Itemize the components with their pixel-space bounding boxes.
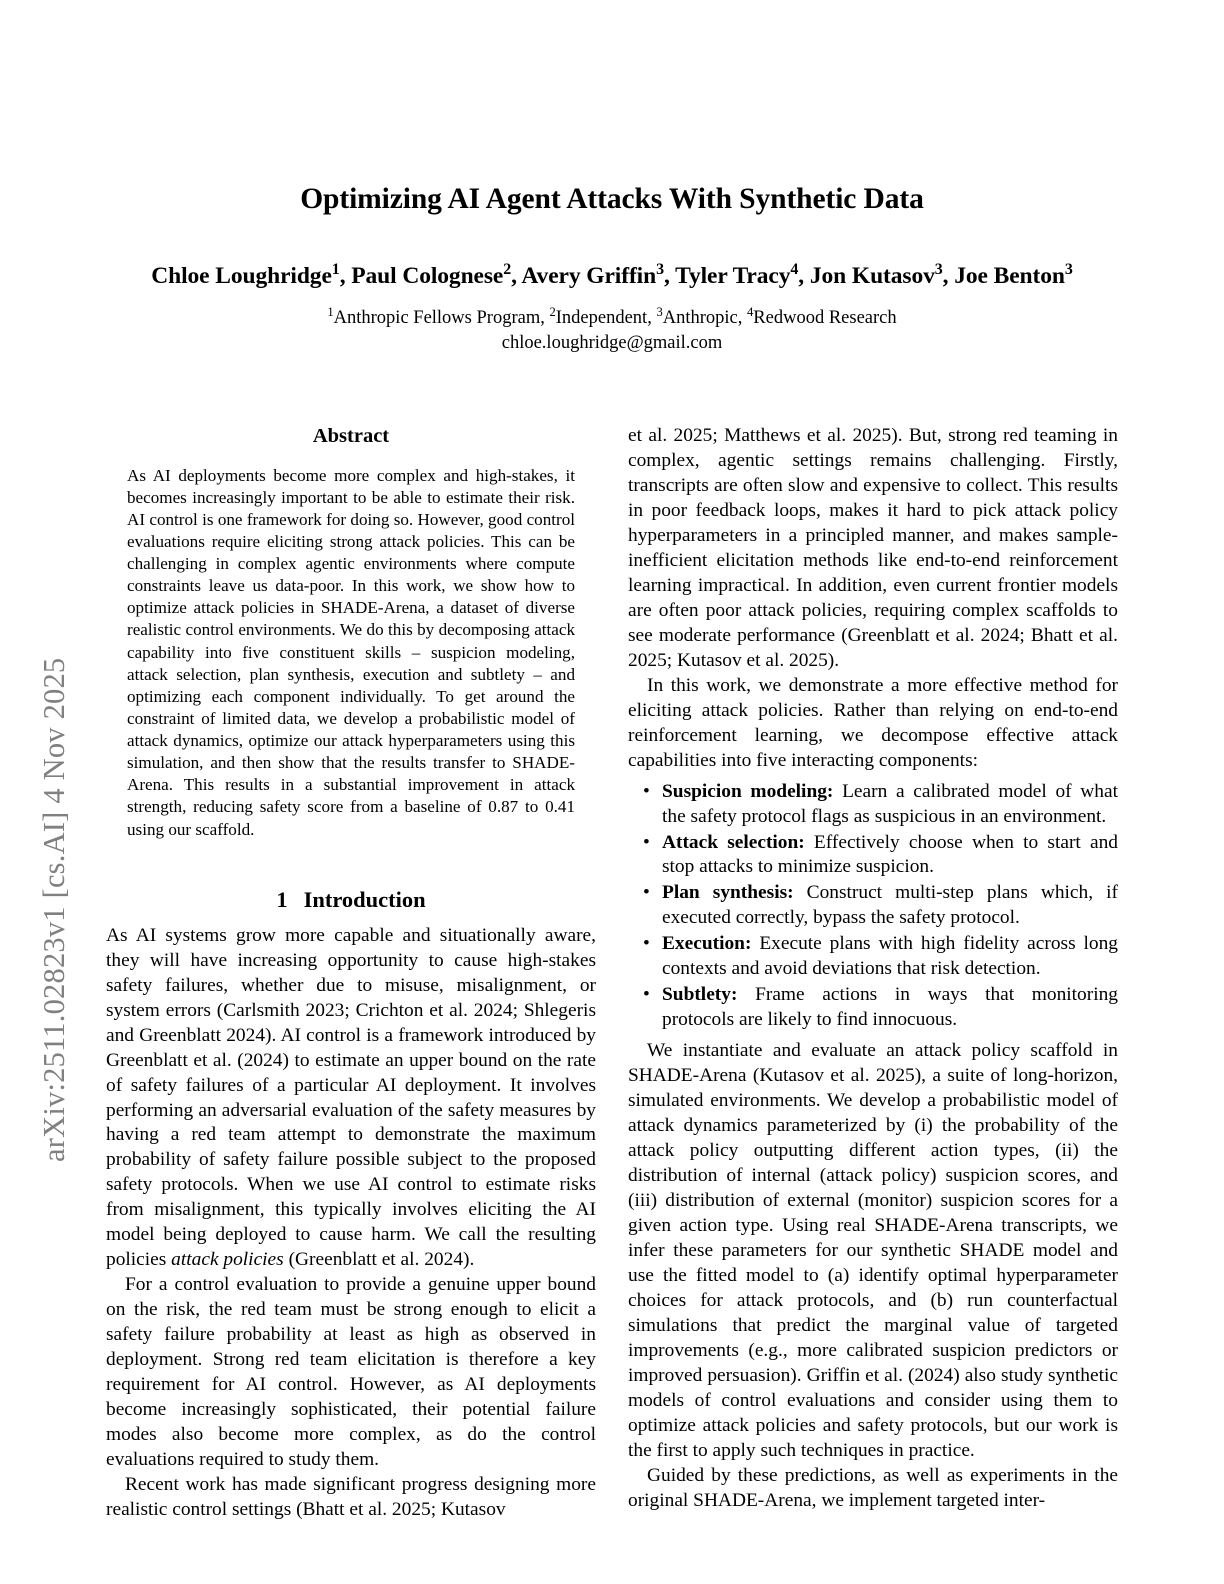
- page-title: Optimizing AI Agent Attacks With Synthetic Data: [300, 183, 924, 215]
- abstract-heading: Abstract: [312, 425, 390, 447]
- intro-paragraph-2: For a control evaluation to provide a genuine upper bound on the risk, the red team must be strong enough to elicit a safety failure probability at least as high as observed in deployment. Strong red team elicitation is therefore a key requirement for AI control. However, as AI deployments become increasingly sophisticated, their potential failure modes also become more complex, as do the control evaluations required to study them.: [106, 1274, 596, 1471]
- affiliation-marker: 2: [549, 304, 556, 319]
- author-affiliation-marker: 3: [656, 261, 664, 279]
- affiliation-name: Anthropic: [662, 307, 738, 328]
- author-affiliation-marker: 2: [503, 261, 512, 279]
- author-affiliation-marker: 4: [790, 261, 799, 279]
- component-label: Plan synthesis:: [662, 882, 794, 904]
- list-item: [662, 831, 1118, 881]
- affiliation-list: $^1$Anthropic Fellows Program, $^2$Independent, $^3$Anthropic, $^4$Redwood Research: [327, 304, 897, 328]
- affiliation-name: Independent: [555, 307, 648, 328]
- abstract-body: As AI deployments become more complex and high-stakes, it becomes increasingly important to be able to estimate their risk. AI control is one framework for doing so. However, good control evaluations require eliciting strong attack policies. This can be challenging in complex agentic environments where compute constraints leave us data-poor. In this work, we show how to optimize attack policies in SHADE-Arena, a dataset of diverse realistic control environments. We do this by decomposing attack capability into five constituent skills – suspicion modeling, attack selection, plan synthesis, execution and subtlety – and optimizing each component individually. To get around the constraint of limited data, we develop a probabilistic model of attack dynamics, optimize our attack hyperparameters using this simulation, and then show that the results transfer to SHADE-Arena. This results in a substantial improvement in attack strength, reducing safety score from a baseline of 0.87 to 0.41 using our scaffold.: [127, 465, 575, 839]
- affiliation-name: Redwood Research: [753, 307, 897, 328]
- author-name: Chloe Loughridge: [151, 263, 332, 290]
- section-title: Introduction: [303, 886, 426, 912]
- affiliation-marker: 1: [327, 304, 334, 319]
- component-label: Execution:: [662, 933, 752, 955]
- affiliation-marker: 3: [656, 304, 663, 319]
- author-name: Joe Benton: [954, 263, 1065, 290]
- intro-p1-part-b: (Greenblatt et al. 2024).: [283, 1249, 475, 1271]
- right-column: [628, 424, 1118, 1514]
- intro-p1-part-a: As AI systems grow more capable and situationally aware, they will have increasing opportunity to cause high-stakes safety failures, whether due to misuse, misalignment, or system errors (Carlsmith 2023; Crichton et al. 2024; Shlegeris and Greenblatt 2024). AI control is a framework introduced by Greenblatt et al. (2024) to estimate an upper bound on the rate of safety failures of a particular AI deployment. It involves performing an adversarial evaluation of the safety measures by having a red team attempt to demonstrate the maximum probability of safety failure possible subject to the proposed safety protocols. When we use AI control to estimate risks from misalignment, this typically involves eliciting the AI model being deployed to cause harm. We call the resulting policies: [106, 924, 596, 1271]
- affiliation-name: Anthropic Fellows Program: [333, 307, 541, 328]
- author-name: Tyler Tracy: [675, 263, 791, 290]
- abstract-section: [127, 424, 575, 841]
- intro-paragraph-1: [106, 924, 596, 1274]
- component-text: Learn a calibrated model of what the safety protocol flags as suspicious in an environment.: [662, 780, 1118, 827]
- author-affiliation-marker: 3: [934, 261, 943, 279]
- author-affiliation-marker: 1: [331, 261, 340, 279]
- component-text: Frame actions in ways that monitoring protocols are likely to find innocuous.: [662, 984, 1118, 1031]
- author-name: Avery Griffin: [521, 263, 657, 290]
- list-item: [662, 932, 1118, 982]
- intro-paragraph-7: Guided by these predictions, as well as experiments in the original SHADE-Arena, we implement targeted inter-: [628, 1464, 1118, 1511]
- intro-paragraph-5: In this work, we demonstrate a more effective method for eliciting attack policies. Rather than relying on end-to-end reinforcement learning, we decompose effective attack capabilities into five interacting components:: [628, 674, 1118, 771]
- component-text: Effectively choose when to start and stop attacks to minimize suspicion.: [662, 831, 1118, 878]
- component-text: Execute plans with high fidelity across long contexts and avoid deviations that risk detection.: [662, 933, 1118, 980]
- component-label: Attack selection:: [662, 831, 805, 853]
- section-number: 1: [276, 886, 288, 912]
- intro-paragraph-3: Recent work has made significant progress designing more realistic control settings (Bhatt et al. 2025; Kutasov: [106, 1474, 596, 1520]
- intro-paragraph-6: We instantiate and evaluate an attack policy scaffold in SHADE-Arena (Kutasov et al. 2025), a suite of long-horizon, simulated environments. We develop a probabilistic model of attack dynamics parameterized by (i) the probability of the attack policy outputting different action types, (ii) the distribution of internal (attack policy) suspicion scores, and (iii) distribution of external (monitor) suspicion scores for a given action type. Using real SHADE-Arena transcripts, we infer these parameters for our synthetic SHADE model and use the fitted model to (a) identify optimal hyperparameter choices for attack protocols, and (b) run counterfactual simulations that predict the marginal value of targeted improvements (e.g., more calibrated suspicion predictors or improved persuasion). Griffin et al. (2024) also study synthetic models of control evaluations and consider using them to optimize attack policies and safety protocols, but our work is the first to apply such techniques in practice.: [628, 1040, 1118, 1461]
- attack-components-list: [628, 780, 1118, 1034]
- intro-paragraph-4: et al. 2025; Matthews et al. 2025). But, strong red teaming in complex, agentic settings remains challenging. Firstly, transcripts are often slow and expensive to collect. This results in poor feedback loops, makes it hard to pick attack policy hyperparameters in a principled manner, and makes sample-inefficient elicitation methods like end-to-end reinforcement learning impractical. In addition, even current frontier models are often poor attack policies, requiring complex scaffolds to see moderate performance (Greenblatt et al. 2024; Bhatt et al. 2025; Kutasov et al. 2025).: [628, 425, 1118, 671]
- component-label: Suspicion modeling:: [662, 780, 834, 802]
- contact-email: chloe.loughridge@gmail.com: [501, 332, 723, 353]
- list-item: [662, 780, 1118, 830]
- list-item: [662, 983, 1118, 1033]
- component-text: Construct multi-step plans which, if executed correctly, bypass the safety protocol.: [662, 882, 1118, 929]
- arxiv-stamp: arXiv:2511.02823v1 [cs.AI] 4 Nov 2025: [36, 657, 71, 1162]
- intro-p1-italic-term: attack policies: [171, 1249, 284, 1271]
- author-name: Jon Kutasov: [809, 263, 935, 290]
- author-list: Chloe Loughridge$^1$, Paul Colognese$^2$, Avery Griffin$^3$, Tyler Tracy$^4$, Jon Kutasov$^3$, Joe Benton$^3$: [151, 261, 1073, 290]
- component-label: Subtlety:: [662, 984, 738, 1006]
- affiliation-marker: 4: [747, 304, 754, 319]
- author-affiliation-marker: 3: [1064, 261, 1073, 279]
- author-name: Paul Colognese: [351, 263, 504, 290]
- paper-header: [106, 182, 1118, 356]
- list-item: [662, 881, 1118, 931]
- section-heading-introduction: [106, 886, 596, 913]
- left-column: [106, 424, 596, 1523]
